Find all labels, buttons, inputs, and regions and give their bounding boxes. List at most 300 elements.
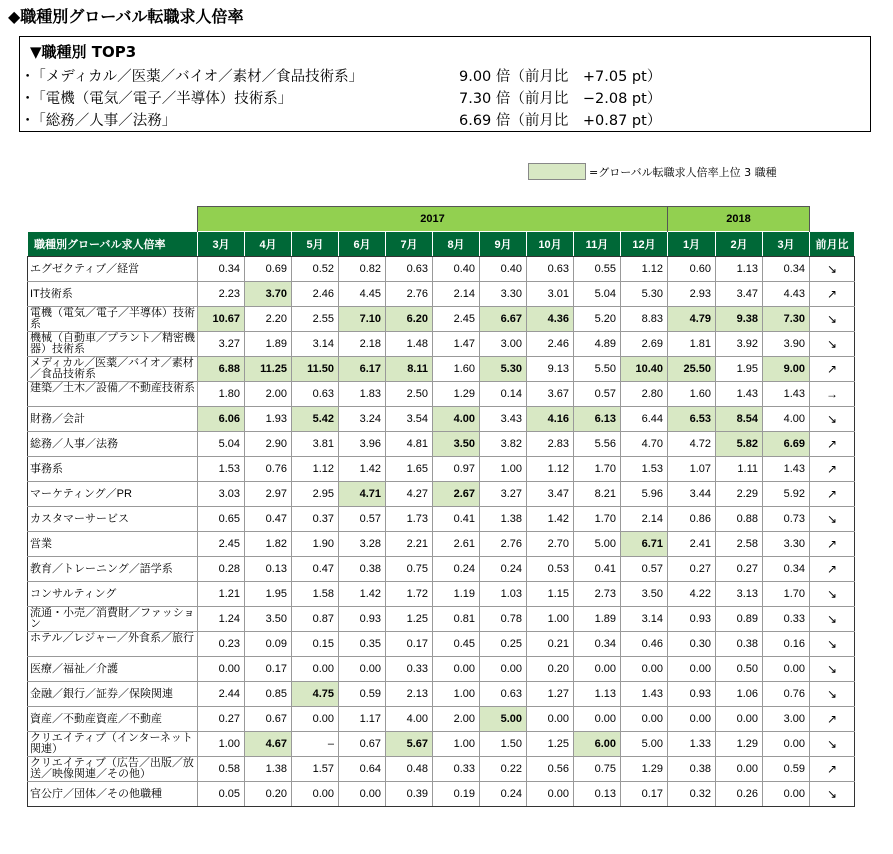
row-category: コンサルティング	[28, 582, 198, 607]
ratio-cell: 25.50	[668, 357, 716, 382]
column-header-month: 1月	[668, 232, 716, 257]
ratio-cell: 11.50	[292, 357, 339, 382]
column-header-month: 10月	[527, 232, 574, 257]
ratio-cell: 0.22	[480, 757, 527, 782]
row-category: カスタマーサービス	[28, 507, 198, 532]
ratio-cell: 0.16	[763, 632, 810, 657]
ratio-cell: 0.00	[433, 657, 480, 682]
ratio-cell: 0.00	[292, 657, 339, 682]
table-row	[28, 307, 855, 332]
row-category: 官公庁／団体／その他職種	[28, 782, 198, 807]
trend-arrow-icon: ↘	[810, 582, 855, 607]
ratio-cell: 0.17	[621, 782, 668, 807]
ratio-cell: 3.96	[339, 432, 386, 457]
ratio-cell: 8.21	[574, 482, 621, 507]
ratio-cell: 0.33	[433, 757, 480, 782]
table-row	[28, 532, 855, 557]
ratio-cell: 0.41	[433, 507, 480, 532]
trend-arrow-icon: ↘	[810, 407, 855, 432]
top3-item-label: ･「総務／人事／法務」	[24, 113, 177, 129]
table-row	[28, 682, 855, 707]
ratio-cell: 0.53	[527, 557, 574, 582]
ratio-cell: 2.14	[621, 507, 668, 532]
legend-swatch	[528, 163, 586, 180]
ratio-cell: 0.09	[245, 632, 292, 657]
ratio-cell: 0.47	[245, 507, 292, 532]
ratio-cell: 0.46	[621, 632, 668, 657]
ratio-cell: 0.38	[716, 632, 763, 657]
ratio-cell: 3.30	[763, 532, 810, 557]
ratio-cell: 0.63	[386, 257, 433, 282]
ratio-cell: 9.00	[763, 357, 810, 382]
ratio-cell: 0.27	[716, 557, 763, 582]
table-row	[28, 732, 855, 757]
ratio-cell: 5.82	[716, 432, 763, 457]
ratio-cell: 1.06	[716, 682, 763, 707]
ratio-cell: 4.27	[386, 482, 433, 507]
trend-arrow-icon: ↗	[810, 282, 855, 307]
table-row	[28, 332, 855, 357]
ratio-cell: 3.92	[716, 332, 763, 357]
table-row	[28, 607, 855, 632]
ratio-cell: 0.25	[480, 632, 527, 657]
ratio-cell: 0.30	[668, 632, 716, 657]
ratio-cell: 0.00	[339, 657, 386, 682]
ratio-cell: 6.71	[621, 532, 668, 557]
ratio-cell: 0.34	[763, 557, 810, 582]
ratio-cell: 1.29	[621, 757, 668, 782]
ratio-cell: 1.43	[621, 682, 668, 707]
trend-arrow-icon: ↗	[810, 757, 855, 782]
ratio-cell: 0.15	[292, 632, 339, 657]
ratio-cell: 0.69	[245, 257, 292, 282]
ratio-cell: 0.24	[480, 557, 527, 582]
ratio-cell: 1.48	[386, 332, 433, 357]
row-category: エグゼクティブ／経営	[28, 257, 198, 282]
top3-item	[24, 65, 661, 86]
ratio-cell: 0.45	[433, 632, 480, 657]
ratio-cell: 3.47	[527, 482, 574, 507]
ratio-cell: 3.01	[527, 282, 574, 307]
ratio-cell: 0.34	[198, 257, 245, 282]
ratio-cell: 6.06	[198, 407, 245, 432]
ratio-cell: 0.75	[574, 757, 621, 782]
ratio-cell: 0.27	[198, 707, 245, 732]
ratio-cell: 5.00	[574, 532, 621, 557]
trend-arrow-icon: ↘	[810, 657, 855, 682]
ratio-cell: 0.14	[480, 382, 527, 407]
ratio-cell: 0.59	[339, 682, 386, 707]
ratio-cell: 2.46	[527, 332, 574, 357]
table-row	[28, 432, 855, 457]
top3-box	[19, 36, 871, 132]
top3-item-label: ･「電機（電気／電子／半導体）技術系」	[24, 91, 293, 107]
table-row	[28, 257, 855, 282]
trend-arrow-icon: ↗	[810, 457, 855, 482]
column-header-month: 12月	[621, 232, 668, 257]
ratio-cell: 10.40	[621, 357, 668, 382]
ratio-cell: 1.93	[245, 407, 292, 432]
ratio-cell: 1.43	[763, 457, 810, 482]
ratio-cell: 2.90	[245, 432, 292, 457]
ratio-cell: 0.20	[527, 657, 574, 682]
ratio-cell: 4.89	[574, 332, 621, 357]
ratio-cell: 4.43	[763, 282, 810, 307]
ratio-cell: 1.00	[527, 607, 574, 632]
ratio-cell: 0.34	[763, 257, 810, 282]
ratio-cell: 1.11	[716, 457, 763, 482]
ratio-cell: 1.65	[386, 457, 433, 482]
ratio-cell: 6.17	[339, 357, 386, 382]
ratio-cell: 0.63	[292, 382, 339, 407]
ratio-cell: 11.25	[245, 357, 292, 382]
ratio-cell: 0.00	[621, 707, 668, 732]
ratio-cell: 2.61	[433, 532, 480, 557]
ratio-cell: 0.13	[574, 782, 621, 807]
ratio-cell: 1.25	[527, 732, 574, 757]
ratio-cell: 6.13	[574, 407, 621, 432]
table-row	[28, 632, 855, 657]
ratio-cell: 1.60	[433, 357, 480, 382]
ratio-cell: 9.38	[716, 307, 763, 332]
column-header-month: 11月	[574, 232, 621, 257]
ratio-cell: 1.25	[386, 607, 433, 632]
ratio-cell: 0.00	[339, 782, 386, 807]
ratio-cell: 1.00	[433, 732, 480, 757]
ratio-cell: 1.42	[339, 457, 386, 482]
ratio-cell: 6.53	[668, 407, 716, 432]
ratio-cell: 5.67	[386, 732, 433, 757]
legend-text: =グローバル転職求人倍率上位 3 職種	[589, 165, 777, 179]
ratio-cell: 0.58	[198, 757, 245, 782]
column-header-month: 8月	[433, 232, 480, 257]
ratio-cell: 2.41	[668, 532, 716, 557]
ratio-cell: 0.75	[386, 557, 433, 582]
ratio-cell: 3.13	[716, 582, 763, 607]
ratio-cell: 0.00	[668, 657, 716, 682]
ratio-cell: 1.42	[527, 507, 574, 532]
column-header-month: 5月	[292, 232, 339, 257]
ratio-cell: 3.43	[480, 407, 527, 432]
ratio-cell: 0.48	[386, 757, 433, 782]
ratio-cell: 8.11	[386, 357, 433, 382]
row-category: 流通・小売／消費財／ファッション	[28, 607, 198, 632]
ratio-cell: 2.69	[621, 332, 668, 357]
ratio-cell: 0.33	[763, 607, 810, 632]
ratio-cell: 1.50	[480, 732, 527, 757]
ratio-cell: 0.13	[245, 557, 292, 582]
ratio-cell: 0.27	[668, 557, 716, 582]
ratio-cell: 2.45	[198, 532, 245, 557]
ratio-cell: 1.95	[716, 357, 763, 382]
table-row	[28, 357, 855, 382]
ratio-cell: 3.00	[763, 707, 810, 732]
ratio-cell: 0.60	[668, 257, 716, 282]
ratio-cell: 0.00	[763, 732, 810, 757]
ratio-cell: 3.47	[716, 282, 763, 307]
ratio-cell: 7.30	[763, 307, 810, 332]
top3-item-value: 9.00 倍（前月比 +7.05 pt）	[459, 69, 662, 85]
ratio-cell: 0.26	[716, 782, 763, 807]
ratio-cell: 1.24	[198, 607, 245, 632]
ratio-cell: 1.42	[339, 582, 386, 607]
ratio-cell: 2.55	[292, 307, 339, 332]
row-category: クリエイティブ（広告／出版／放送／映像関連／その他）	[28, 757, 198, 782]
column-header-month: 3月	[198, 232, 245, 257]
ratio-cell: 0.93	[668, 607, 716, 632]
column-header-month: 3月	[763, 232, 810, 257]
column-header-month: 4月	[245, 232, 292, 257]
ratio-cell: 9.13	[527, 357, 574, 382]
ratio-cell: 0.63	[527, 257, 574, 282]
top3-item-label: ･「メディカル／医薬／バイオ／素材／食品技術系」	[24, 69, 364, 85]
ratio-cell: 0.67	[339, 732, 386, 757]
ratio-cell: 5.96	[621, 482, 668, 507]
column-header-month: 2月	[716, 232, 763, 257]
column-header-month: 7月	[386, 232, 433, 257]
table-row	[28, 757, 855, 782]
ratio-cell: 2.67	[433, 482, 480, 507]
ratio-cell: 1.19	[433, 582, 480, 607]
ratio-cell: 5.30	[480, 357, 527, 382]
ratio-cell: 3.00	[480, 332, 527, 357]
ratio-cell: 1.29	[433, 382, 480, 407]
ratio-cell: 3.03	[198, 482, 245, 507]
ratio-cell: 0.21	[527, 632, 574, 657]
ratio-cell: 3.27	[480, 482, 527, 507]
ratio-cell: 4.36	[527, 307, 574, 332]
row-category: ホテル／レジャー／外食系／旅行	[28, 632, 198, 657]
ratio-cell: 3.82	[480, 432, 527, 457]
ratio-cell: 0.00	[198, 657, 245, 682]
ratio-cell: 6.67	[480, 307, 527, 332]
row-category: 建築／土木／設備／不動産技術系	[28, 382, 198, 407]
ratio-cell: 0.00	[480, 657, 527, 682]
ratio-cell: 0.00	[716, 707, 763, 732]
ratio-cell: 1.29	[716, 732, 763, 757]
ratio-cell: 1.83	[339, 382, 386, 407]
row-category: メディカル／医薬／バイオ／素材／食品技術系	[28, 357, 198, 382]
ratio-cell: 0.17	[245, 657, 292, 682]
ratio-cell: 0.97	[433, 457, 480, 482]
ratio-cell: 1.43	[763, 382, 810, 407]
ratio-cell: 6.20	[386, 307, 433, 332]
row-category: マーケティング／PR	[28, 482, 198, 507]
ratio-cell: 0.28	[198, 557, 245, 582]
row-category: 財務／会計	[28, 407, 198, 432]
ratio-cell: 0.00	[716, 757, 763, 782]
ratio-cell: 4.16	[527, 407, 574, 432]
ratio-cell: 0.82	[339, 257, 386, 282]
ratio-cell: 0.52	[292, 257, 339, 282]
ratio-cell: 0.86	[668, 507, 716, 532]
ratio-cell: 1.57	[292, 757, 339, 782]
ratio-cell: 4.72	[668, 432, 716, 457]
trend-arrow-icon: ↗	[810, 432, 855, 457]
ratio-cell: 0.76	[763, 682, 810, 707]
ratio-cell: 1.89	[574, 607, 621, 632]
ratio-cell: 2.13	[386, 682, 433, 707]
row-category: 教育／トレーニング／語学系	[28, 557, 198, 582]
year-2018: 2018	[668, 207, 810, 232]
trend-arrow-icon: ↘	[810, 782, 855, 807]
row-category: クリエイティブ（インターネット関連）	[28, 732, 198, 757]
trend-arrow-icon: ↗	[810, 707, 855, 732]
table-row	[28, 782, 855, 807]
ratio-cell: 0.41	[574, 557, 621, 582]
ratio-cell: 0.00	[527, 782, 574, 807]
ratio-cell: 0.59	[763, 757, 810, 782]
ratio-cell: 3.54	[386, 407, 433, 432]
ratio-cell: 1.00	[480, 457, 527, 482]
ratio-cell: 0.40	[480, 257, 527, 282]
ratio-cell: 2.70	[527, 532, 574, 557]
ratio-cell: 2.00	[245, 382, 292, 407]
ratio-cell: 0.93	[668, 682, 716, 707]
ratio-cell: 1.58	[292, 582, 339, 607]
ratio-cell: 0.32	[668, 782, 716, 807]
row-category: 医療／福祉／介護	[28, 657, 198, 682]
ratio-cell: 2.45	[433, 307, 480, 332]
ratio-cell: 1.82	[245, 532, 292, 557]
ratio-cell: 1.38	[480, 507, 527, 532]
ratio-cell: 0.64	[339, 757, 386, 782]
ratio-cell: 4.75	[292, 682, 339, 707]
page-title: ◆職種別グローバル転職求人倍率	[8, 7, 244, 26]
ratio-cell: 10.67	[198, 307, 245, 332]
ratio-cell: 0.65	[198, 507, 245, 532]
ratio-table	[27, 206, 855, 807]
ratio-cell: 0.00	[763, 782, 810, 807]
row-category: 資産／不動産資産／不動産	[28, 707, 198, 732]
ratio-cell: 5.30	[621, 282, 668, 307]
ratio-cell: 2.00	[433, 707, 480, 732]
ratio-cell: 1.43	[716, 382, 763, 407]
legend	[528, 163, 777, 180]
top3-item	[24, 87, 661, 108]
ratio-cell: 2.23	[198, 282, 245, 307]
ratio-cell: 3.50	[621, 582, 668, 607]
ratio-cell: 1.15	[527, 582, 574, 607]
top3-heading: ▼職種別 TOP3	[30, 43, 137, 61]
ratio-cell: 0.57	[339, 507, 386, 532]
table-row	[28, 457, 855, 482]
ratio-cell: 1.12	[527, 457, 574, 482]
ratio-cell: 2.21	[386, 532, 433, 557]
ratio-cell: 2.83	[527, 432, 574, 457]
ratio-cell: 0.55	[574, 257, 621, 282]
ratio-cell: 5.50	[574, 357, 621, 382]
table-row	[28, 282, 855, 307]
ratio-cell: 2.76	[480, 532, 527, 557]
top3-item	[24, 109, 661, 130]
table-row	[28, 582, 855, 607]
ratio-cell: 1.03	[480, 582, 527, 607]
ratio-cell: 4.45	[339, 282, 386, 307]
row-category: IT技術系	[28, 282, 198, 307]
ratio-cell: 0.00	[292, 782, 339, 807]
trend-arrow-icon: ↘	[810, 732, 855, 757]
ratio-cell: 3.30	[480, 282, 527, 307]
ratio-cell: 5.04	[574, 282, 621, 307]
ratio-cell: 1.70	[763, 582, 810, 607]
table-row	[28, 557, 855, 582]
ratio-cell: 3.14	[621, 607, 668, 632]
ratio-cell: 3.44	[668, 482, 716, 507]
trend-arrow-icon: ↘	[810, 307, 855, 332]
ratio-cell: 8.83	[621, 307, 668, 332]
ratio-cell: 3.24	[339, 407, 386, 432]
ratio-cell: 6.88	[198, 357, 245, 382]
row-category: 金融／銀行／証券／保険関連	[28, 682, 198, 707]
ratio-cell: 4.71	[339, 482, 386, 507]
ratio-cell: 3.28	[339, 532, 386, 557]
ratio-cell: 2.44	[198, 682, 245, 707]
ratio-cell: 8.54	[716, 407, 763, 432]
table-row	[28, 657, 855, 682]
ratio-cell: 1.95	[245, 582, 292, 607]
ratio-cell: 1.60	[668, 382, 716, 407]
ratio-cell: 5.42	[292, 407, 339, 432]
table-row	[28, 382, 855, 407]
ratio-cell: 0.57	[621, 557, 668, 582]
top3-item-value: 7.30 倍（前月比 −2.08 pt）	[459, 91, 662, 107]
ratio-cell: 1.38	[245, 757, 292, 782]
year-2017: 2017	[198, 207, 668, 232]
ratio-cell: 0.37	[292, 507, 339, 532]
ratio-cell: 6.00	[574, 732, 621, 757]
ratio-cell: 2.20	[245, 307, 292, 332]
ratio-cell: 2.46	[292, 282, 339, 307]
ratio-cell: 1.90	[292, 532, 339, 557]
ratio-cell: 0.76	[245, 457, 292, 482]
ratio-cell: 3.67	[527, 382, 574, 407]
ratio-cell: 1.70	[574, 457, 621, 482]
trend-arrow-icon: ↗	[810, 482, 855, 507]
column-header-month: 9月	[480, 232, 527, 257]
ratio-cell: 3.14	[292, 332, 339, 357]
ratio-cell: 0.85	[245, 682, 292, 707]
table-row	[28, 407, 855, 432]
ratio-cell: 5.56	[574, 432, 621, 457]
ratio-cell: 5.20	[574, 307, 621, 332]
ratio-cell: 2.58	[716, 532, 763, 557]
trend-arrow-icon: ↗	[810, 557, 855, 582]
ratio-cell: 0.17	[386, 632, 433, 657]
ratio-cell: 1.47	[433, 332, 480, 357]
ratio-cell: 0.00	[292, 707, 339, 732]
ratio-cell: 3.90	[763, 332, 810, 357]
ratio-cell: 1.13	[716, 257, 763, 282]
ratio-cell: 4.79	[668, 307, 716, 332]
ratio-cell: 0.00	[668, 707, 716, 732]
ratio-cell: 4.00	[433, 407, 480, 432]
ratio-cell: 0.00	[621, 657, 668, 682]
ratio-cell: 0.67	[245, 707, 292, 732]
trend-arrow-icon: ↗	[810, 532, 855, 557]
ratio-cell: 1.13	[574, 682, 621, 707]
ratio-cell: 1.53	[621, 457, 668, 482]
ratio-cell: 3.50	[245, 607, 292, 632]
ratio-cell: 1.73	[386, 507, 433, 532]
table-row	[28, 482, 855, 507]
ratio-cell: 1.00	[198, 732, 245, 757]
trend-arrow-icon: ↘	[810, 632, 855, 657]
ratio-cell: 0.23	[198, 632, 245, 657]
top3-item-value: 6.69 倍（前月比 +0.87 pt）	[459, 113, 662, 129]
ratio-cell: 0.40	[433, 257, 480, 282]
trend-arrow-icon: ↘	[810, 257, 855, 282]
